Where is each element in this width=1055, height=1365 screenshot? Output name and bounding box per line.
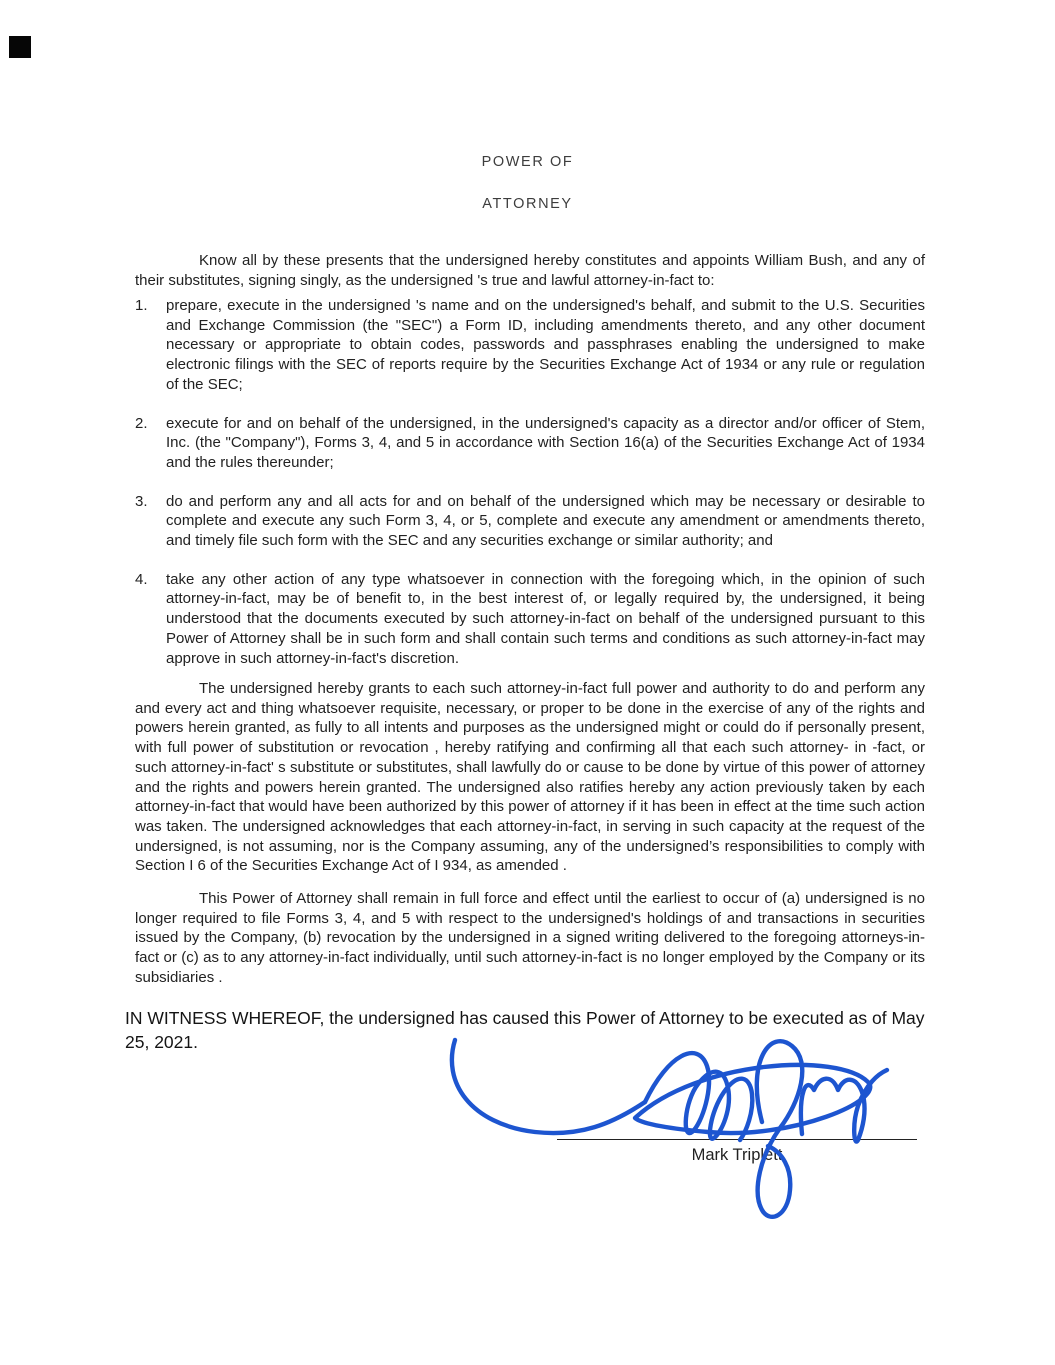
list-item-2-text: execute for and on behalf of the undersigned, in the undersigned's capacity as a director and/or officer of Stem, Inc. (the "Company"), Forms 3, 4, and 5 in accordance with Section 16(a) of the Securities Exchange Act of 1934 and the rules thereunder;	[166, 414, 925, 471]
signature-stroke-loop	[635, 1065, 870, 1133]
witness-clause: IN WITNESS WHEREOF, the undersigned has caused this Power of Attorney to be executed as of May 25, 2021.	[125, 1007, 925, 1052]
signature-stroke-descender	[757, 1041, 802, 1217]
list-item-4	[135, 570, 925, 669]
list-item-3	[135, 492, 925, 551]
page-title	[0, 131, 1055, 215]
signature-stroke-right	[801, 1070, 887, 1142]
grant-of-authority-paragraph: The undersigned hereby grants to each such attorney-in-fact full power and authority to do and perform any and every act and thing whatsoever requisite, necessary, or proper to be done in the exercise of any of the rights and powers herein granted, as fully to all intents and purposes as the undersigned might or could do if personally present, with full power of substitution or revocation , hereby ratifying and confirming all that each such attorney- in -fact, or such attorney-in-fact' s substitute or substitutes, shall lawfully do or cause to be done by virtue of this power of attorney and the rights and powers herein granted. The undersigned also ratifies hereby any action previously taken by each attorney-in-fact that would have been authorized by this power of attorney if it has been in effect at the time such action was taken. The undersigned acknowledges that each attorney-in-fact, in serving in such capacity at the request of the undersigned, is not assuming, nor is the Company assuming, any of the undersigned’s responsibilities to comply with Section I 6 of the Securities Exchange Act of I 934, as amended .	[135, 680, 925, 875]
page-title-line1: POWER OF	[481, 154, 574, 170]
list-item-2	[135, 414, 925, 473]
list-item-4-number: 4.	[135, 570, 148, 588]
signature-line	[557, 1139, 917, 1140]
list-item-1-text: prepare, execute in the undersigned 's name and on the undersigned's behalf, and submit to the U.S. Securities and Exchange Commission (the "SEC") a Form ID, including amendments thereto, and any other document necessary or appropriate to obtain codes, passwords and passphrases enabling the undersigned to make electronic filings with the SEC of reports require by the Securities Exchange Act of 1934 or any rule or regulation of the SEC;	[166, 297, 925, 393]
signature-stroke-humps	[645, 1053, 752, 1140]
list-item-4-text: take any other action of any type whatsoever in connection with the foregoing which, in the opinion of such attorney-in-fact, may be of benefit to, in the best interest of, or legally required by, the undersigned, it being understood that the documents executed by such attorney-in-fact on behalf of the undersigned pursuant to this Power of Attorney shall be in such form and shall contain such terms and conditions as such attorney-in-fact may approve in such attorney-in-fact's discretion.	[166, 570, 925, 667]
intro-paragraph: Know all by these presents that the undersigned hereby constitutes and appoints William Bush, and any of their substitutes, signing singly, as the undersigned 's true and lawful attorney-in-fact to:	[135, 252, 925, 289]
duration-paragraph: This Power of Attorney shall remain in full force and effect until the earliest to occur of (a) undersigned is no longer required to file Forms 3, 4, and 5 with respect to the undersigned's holdings of and transactions in securities issued by the Company, (b) revocation by the undersigned in a signed writing delivered to the foregoing attorneys-in- fact or (c) as to any attorney-in-fact individually, until such attorney-in-fact is no longer employed by the Company or its subsidiaries .	[135, 890, 925, 986]
page-title-line2: ATTORNEY	[482, 196, 573, 212]
list-item-2-number: 2.	[135, 414, 148, 432]
scan-artifact-mark	[9, 36, 31, 58]
list-item-3-number: 3.	[135, 492, 148, 510]
handwritten-signature	[440, 1032, 920, 1232]
numbered-list	[135, 296, 925, 687]
list-item-1	[135, 296, 925, 395]
signatory-name: Mark Triplett	[691, 1146, 783, 1164]
signature-stroke-tail	[452, 1040, 645, 1133]
list-item-3-text: do and perform any and all acts for and on behalf of the undersigned which may be necessary or desirable to complete and execute any such Form 3, 4, or 5, complete and execute any amendment or amendments thereto, and timely file such form with the SEC and any securities exchange or similar authority; and	[166, 492, 925, 550]
list-item-1-number: 1.	[135, 297, 148, 314]
